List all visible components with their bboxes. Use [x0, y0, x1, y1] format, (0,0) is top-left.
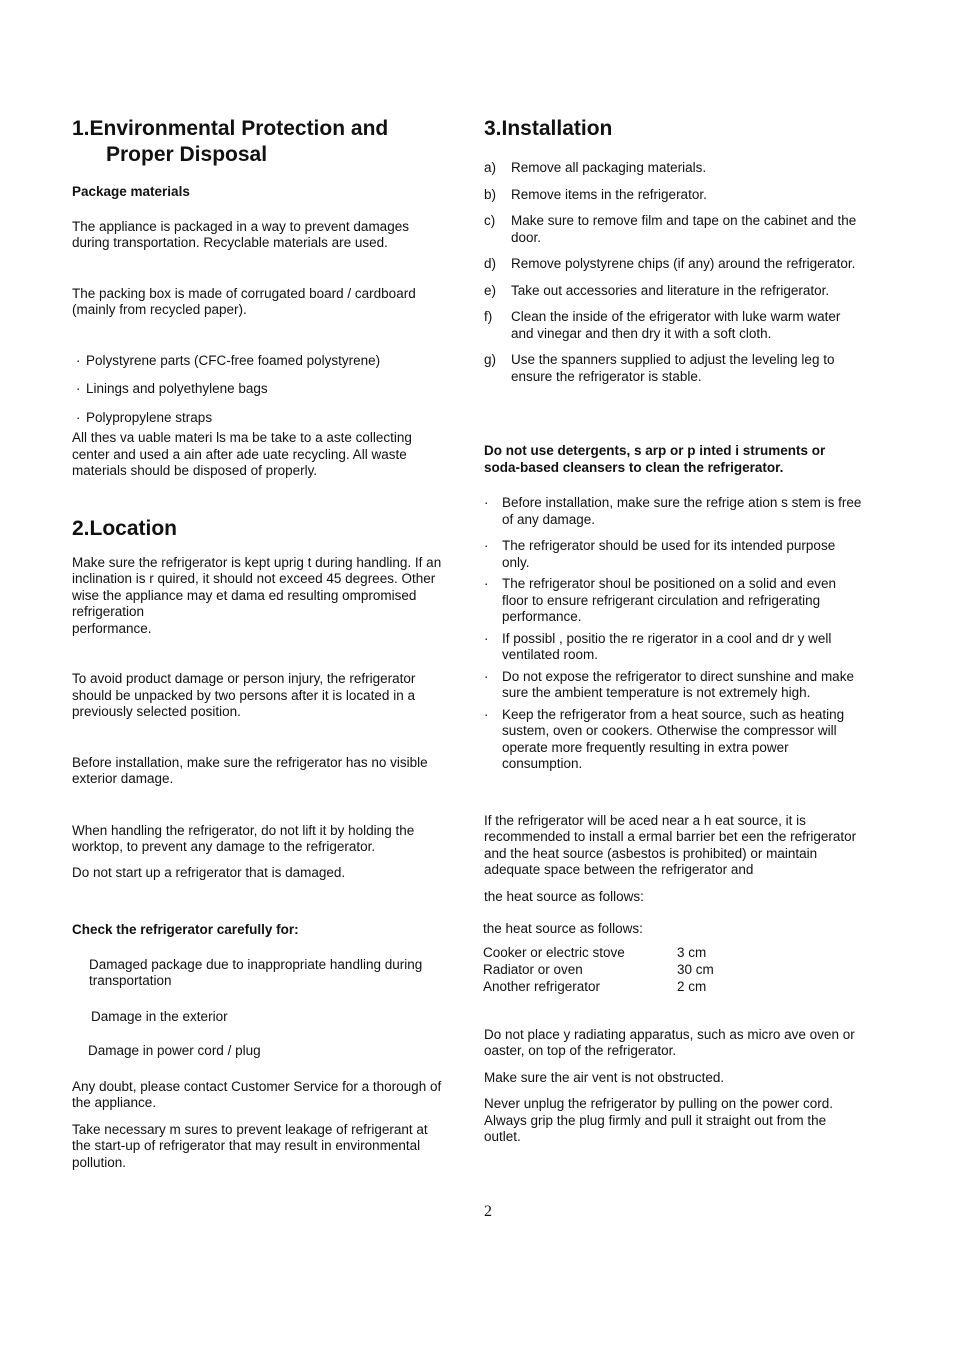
material-item: · Polypropylene straps: [76, 409, 213, 425]
check-heading: Check the refrigerator carefully for:: [72, 922, 299, 937]
no-start-paragraph: Do not start up a refrigerator that is damaged.: [72, 864, 346, 880]
page-number: 2: [484, 1203, 492, 1220]
step-item: a) Remove all packaging materials.: [484, 160, 707, 175]
cleaning-warning: Do not use detergents, s arp or p inted i struments or soda-based cleansers to clean the refrigerator.: [484, 443, 826, 475]
handling-paragraph: When handling the refrigerator, do not lift it by holding the worktop, to prevent any damage to the refrigerator.: [72, 822, 415, 854]
material-item: · Linings and polyethylene bags: [76, 381, 268, 396]
upright-paragraph: Make sure the refrigerator is kept uprig t during handling. If an inclination is r quired, it should not exceed 45 degrees. Other wise the appliance may et dama ed resulting ompromised refrigeration performance.: [72, 554, 442, 636]
avoid-damage-paragraph: To avoid product damage or person injury, the refrigerator should be unpacked by two persons after it is located in a previously selected position.: [72, 671, 416, 719]
location-bullets: [484, 495, 864, 773]
step-item: d) Remove polystyrene chips (if any) around the refrigerator.: [484, 256, 856, 271]
materials-list: [72, 353, 450, 427]
distance-table: [483, 944, 714, 995]
left-column: [72, 116, 450, 1171]
packaged-paragraph: The appliance is packaged in a way to prevent damages during transportation. Recyclable materials are used.: [72, 218, 409, 250]
section-2-title: 2.Location: [72, 516, 178, 540]
packing-box-paragraph: The packing box is made of corrugated board / cardboard (mainly from recycled paper).: [72, 285, 416, 317]
step-item: b) Remove items in the refrigerator.: [484, 186, 707, 202]
step-item: c) Make sure to remove film and tape on the cabinet and the door.: [484, 213, 857, 245]
distance-row: Cooker or electric stove 3 cm: [483, 944, 707, 960]
installation-steps: [484, 160, 864, 385]
section-3-title: 3.Installation: [484, 117, 613, 140]
heat-source-tail: the heat source as follows:: [484, 888, 644, 904]
right-column: [484, 116, 864, 1146]
bullet-item: · Do not expose the refrigerator to direct sunshine and make sure the ambient temperature is not extremely high.: [484, 668, 854, 700]
material-item: · Polystyrene parts (CFC-free foamed polystyrene): [76, 352, 381, 368]
package-materials-heading: Package materials: [72, 184, 190, 199]
section-1-title: 1.Environmental Protection and Proper Disposal: [72, 117, 389, 166]
heat-source-paragraph: If the refrigerator will be aced near a h eat source, it is recommended to install a ermal barrier bet een the refrigerator and the heat source (asbestos is prohibited) or maintain adequate space between the refrigerator and: [484, 812, 857, 877]
air-vent-paragraph: Make sure the air vent is not obstructed.: [484, 1069, 725, 1085]
check-item: Damage in power cord / plug: [88, 1043, 261, 1058]
before-installation-paragraph: Before installation, make sure the refrigerator has no visible exterior damage.: [72, 754, 428, 786]
step-item: f) Clean the inside of the efrigerator with luke warm water and vinegar and then dry it with a soft cloth.: [484, 309, 841, 341]
step-item: g) Use the spanners supplied to adjust the leveling leg to ensure the refrigerator is stable.: [484, 352, 835, 384]
doubt-paragraph: Any doubt, please contact Customer Service for a thorough of the appliance.: [72, 1078, 442, 1110]
distance-table-caption: the heat source as follows:: [483, 921, 643, 936]
bullet-item: · The refrigerator should be used for its intended purpose only.: [484, 538, 836, 570]
bullet-item: · If possibl , positio the re rigerator in a cool and dr y well ventilated room.: [484, 630, 832, 662]
check-item: Damaged package due to inappropriate handling during transportation: [89, 956, 423, 988]
radiating-paragraph: Do not place y radiating apparatus, such as micro ave oven or oaster, on top of the refrigerator.: [484, 1026, 855, 1058]
step-item: e) Take out accessories and literature in the refrigerator.: [484, 282, 830, 298]
bullet-item: · The refrigerator shoul be positioned on a solid and even floor to ensure refrigerant circulation and refrigerating performance.: [484, 576, 836, 624]
check-item: Damage in the exterior: [91, 1008, 228, 1024]
leakage-paragraph: Take necessary m sures to prevent leakage of refrigerant at the start-up of refrigerator that may result in environmental pollution.: [72, 1121, 428, 1170]
unplug-paragraph: Never unplug the refrigerator by pulling on the power cord. Always grip the plug firmly and pull it straight out from the outlet.: [484, 1096, 833, 1144]
bullet-item: · Keep the refrigerator from a heat source, such as heating sustem, oven or cookers. Otherwise the compressor will operate more frequently resulting in extra power consumption.: [484, 706, 845, 771]
distance-row: Radiator or oven 30 cm: [483, 961, 714, 977]
distance-row: Another refrigerator 2 cm: [483, 978, 707, 994]
bullet-item: · Before installation, make sure the refrige ation s stem is free of any damage.: [484, 495, 862, 527]
waste-paragraph: All thes va uable materi ls ma be take to a aste collecting center and used a ain after ade uate recycling. All waste materials should be disposed of properly.: [72, 430, 412, 478]
